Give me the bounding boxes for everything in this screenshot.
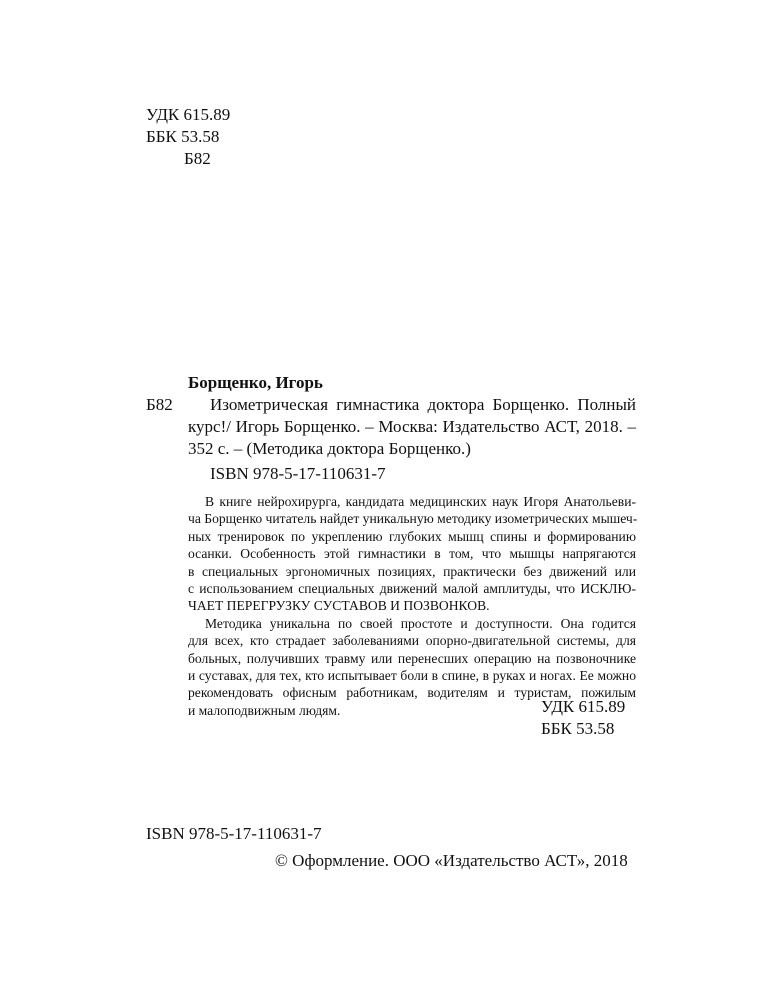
abstract-line: ных тренировок по укреплению глубоких мышц спины и формированию: [188, 528, 636, 544]
abstract-paragraph-1: [188, 493, 636, 615]
footer-copyright: © Оформление. ООО «Издательство АСТ», 2018: [275, 851, 628, 870]
citation-continuation: [188, 416, 636, 460]
top-udk-code: УДК 615.89: [146, 105, 231, 124]
abstract-line: осанки. Особенность этой гимнастики в том, что мышцы напрягаются: [188, 546, 636, 562]
abstract-line: рекомендовать офисным работникам, водителям и туристам, пожилым: [188, 685, 636, 701]
top-bbk-code: ББК 53.58: [146, 127, 220, 146]
citation-line: Изометрическая гимнастика доктора Борщенко. Полный: [210, 395, 636, 414]
abstract-line: ча Борщенко читатель найдет уникальную методику изометрических мышеч-: [188, 511, 638, 527]
abstract-line: и малоподвижным людям.: [188, 702, 341, 718]
bottom-bbk-code: ББК 53.58: [541, 719, 615, 738]
abstract-line: и суставах, для тех, кто испытывает боли в спине, в руках и ногах. Ее можно: [188, 668, 636, 684]
top-author-mark: Б82: [184, 149, 211, 168]
entry-isbn: ISBN 978-5-17-110631-7: [210, 464, 386, 483]
author-heading: Борщенко, Игорь: [188, 373, 323, 392]
abstract-line: с использованием специальных движений малой амплитуды, что ИСКЛЮ-: [188, 581, 636, 597]
citation-line: курс!/ Игорь Борщенко. – Москва: Издательство АСТ, 2018. –: [188, 417, 636, 436]
abstract-line: Методика уникальна по своей простоте и доступности. Она годится: [205, 615, 636, 631]
entry-author-mark: Б82: [146, 395, 173, 414]
abstract-line: в специальных эргономичных позициях, практически без движений или: [188, 563, 636, 579]
abstract-line: ЧАЕТ ПЕРЕГРУЗКУ СУСТАВОВ И ПОЗВОНКОВ.: [188, 598, 490, 614]
abstract-line: В книге нейрохирурга, кандидата медицинских наук Игоря Анатольеви-: [205, 494, 636, 509]
citation-line: 352 с. – (Методика доктора Борщенко.): [188, 439, 471, 458]
bottom-udk-code: УДК 615.89: [541, 697, 626, 716]
abstract: [188, 493, 636, 719]
citation-block: [210, 394, 636, 416]
footer-isbn: ISBN 978-5-17-110631-7: [146, 824, 322, 843]
abstract-line: для всех, кто страдает заболеваниями опорно-двигательной системы, для: [188, 633, 636, 649]
abstract-line: больных, получивших травму или перенесших операцию на позвоночнике: [188, 650, 636, 666]
